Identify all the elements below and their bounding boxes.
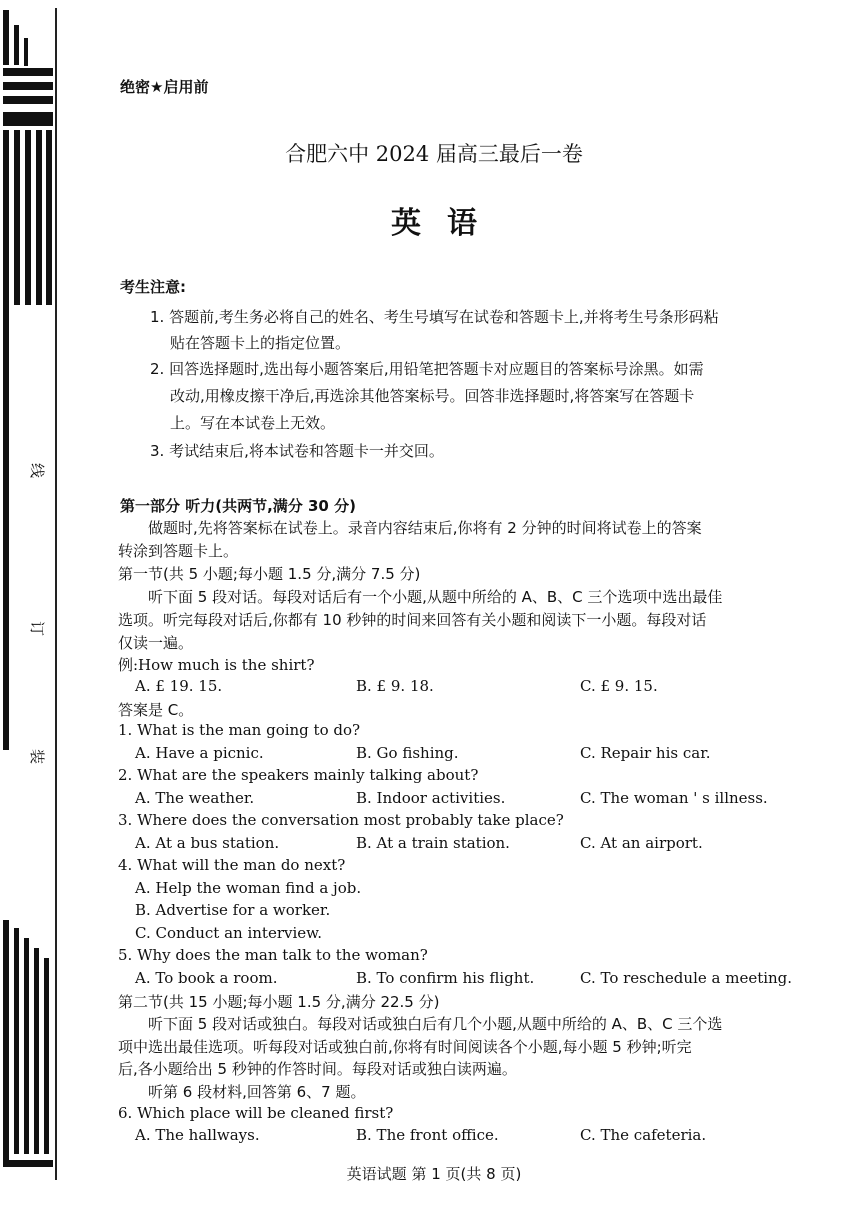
question-1-option-a: A. Have a picnic.	[135, 744, 264, 762]
question-5-option-c: C. To reschedule a meeting.	[580, 969, 793, 987]
binding-mark-staple: 订	[28, 620, 47, 637]
secret-label: 绝密★启用前	[120, 78, 209, 96]
question-3: 3. Where does the conversation most probably take place?	[118, 811, 564, 829]
question-3-option-a: A. At a bus station.	[135, 834, 280, 852]
question-1-option-c: C. Repair his car.	[580, 744, 711, 762]
question-4: 4. What will the man do next?	[118, 856, 346, 874]
part1-heading: 第一部分 听力(共两节,满分 30 分)	[120, 497, 356, 515]
section2-instructions: 听下面 5 段对话或独白。每段对话或独白后有几个小题,从题中所给的 A、B、C 三个选	[148, 1015, 723, 1033]
part1-intro-cont: 转涂到答题卡上。	[118, 542, 239, 560]
binding-mark-line: 线	[28, 462, 47, 479]
exam-title: 合肥六中 2024 届高三最后一卷	[285, 142, 583, 166]
question-2-option-c: C. The woman ' s illness.	[580, 789, 768, 807]
question-6-option-a: A. The hallways.	[135, 1126, 260, 1144]
example-option-b: B. £ 9. 18.	[356, 677, 434, 695]
material-6-heading: 听第 6 段材料,回答第 6、7 题。	[148, 1083, 366, 1101]
page-footer: 英语试题 第 1 页(共 8 页)	[346, 1165, 522, 1183]
question-2-option-a: A. The weather.	[135, 789, 255, 807]
question-4-option-b: B. Advertise for a worker.	[135, 901, 331, 919]
section2-heading: 第二节(共 15 小题;每小题 1.5 分,满分 22.5 分)	[118, 993, 440, 1011]
question-5: 5. Why does the man talk to the woman?	[118, 946, 428, 964]
section1-instructions: 听下面 5 段对话。每段对话后有一个小题,从题中所给的 A、B、C 三个选项中选出最佳	[148, 588, 723, 606]
question-6: 6. Which place will be cleaned first?	[118, 1104, 394, 1122]
question-1-option-b: B. Go fishing.	[356, 744, 459, 762]
example-option-a: A. £ 19. 15.	[135, 677, 223, 695]
section1-instructions-cont: 选项。听完每段对话后,你都有 10 秒钟的时间来回答有关小题和阅读下一小题。每段对话	[118, 611, 707, 629]
part1-intro: 做题时,先将答案标在试卷上。录音内容结束后,你将有 2 分钟的时间将试卷上的答案	[148, 519, 702, 537]
notice-item-1-cont: 贴在答题卡上的指定位置。	[170, 334, 351, 352]
question-1: 1. What is the man going to do?	[118, 721, 361, 739]
binding-mark-bind: 装	[28, 748, 47, 765]
subject-title: 英语	[391, 206, 503, 241]
example-question: 例:How much is the shirt?	[118, 656, 315, 674]
section2-instructions-cont: 项中选出最佳选项。听每段对话或独白前,你将有时间阅读各个小题,每小题 5 秒钟;听完	[118, 1038, 692, 1056]
question-2-option-b: B. Indoor activities.	[356, 789, 506, 807]
notice-item-3: 3. 考试结束后,将本试卷和答题卡一并交回。	[150, 442, 444, 460]
binding-line	[55, 8, 57, 1180]
notice-item-2-cont: 改动,用橡皮擦干净后,再选涂其他答案标号。回答非选择题时,将答案写在答题卡	[170, 387, 695, 405]
notice-heading: 考生注意:	[120, 278, 186, 296]
question-5-option-a: A. To book a room.	[135, 969, 278, 987]
question-2: 2. What are the speakers mainly talking about?	[118, 766, 479, 784]
question-4-option-a: A. Help the woman find a job.	[135, 879, 362, 897]
question-4-option-c: C. Conduct an interview.	[135, 924, 322, 942]
notice-item-1: 1. 答题前,考生务必将自己的姓名、考生号填写在试卷和答题卡上,并将考生号条形码粘	[150, 308, 719, 326]
question-5-option-b: B. To confirm his flight.	[356, 969, 535, 987]
question-3-option-c: C. At an airport.	[580, 834, 703, 852]
section2-instructions-cont2: 后,各小题给出 5 秒钟的作答时间。每段对话或独白读两遍。	[118, 1060, 517, 1078]
question-6-option-c: C. The cafeteria.	[580, 1126, 707, 1144]
notice-item-2: 2. 回答选择题时,选出每小题答案后,用铅笔把答题卡对应题目的答案标号涂黑。如需	[150, 360, 704, 378]
example-option-c: C. £ 9. 15.	[580, 677, 658, 695]
question-6-option-b: B. The front office.	[356, 1126, 499, 1144]
notice-item-2-cont2: 上。写在本试卷上无效。	[170, 414, 336, 432]
section1-heading: 第一节(共 5 小题;每小题 1.5 分,满分 7.5 分)	[118, 565, 421, 583]
example-answer: 答案是 C。	[118, 701, 194, 719]
question-3-option-b: B. At a train station.	[356, 834, 510, 852]
section1-instructions-cont2: 仅读一遍。	[118, 634, 194, 652]
